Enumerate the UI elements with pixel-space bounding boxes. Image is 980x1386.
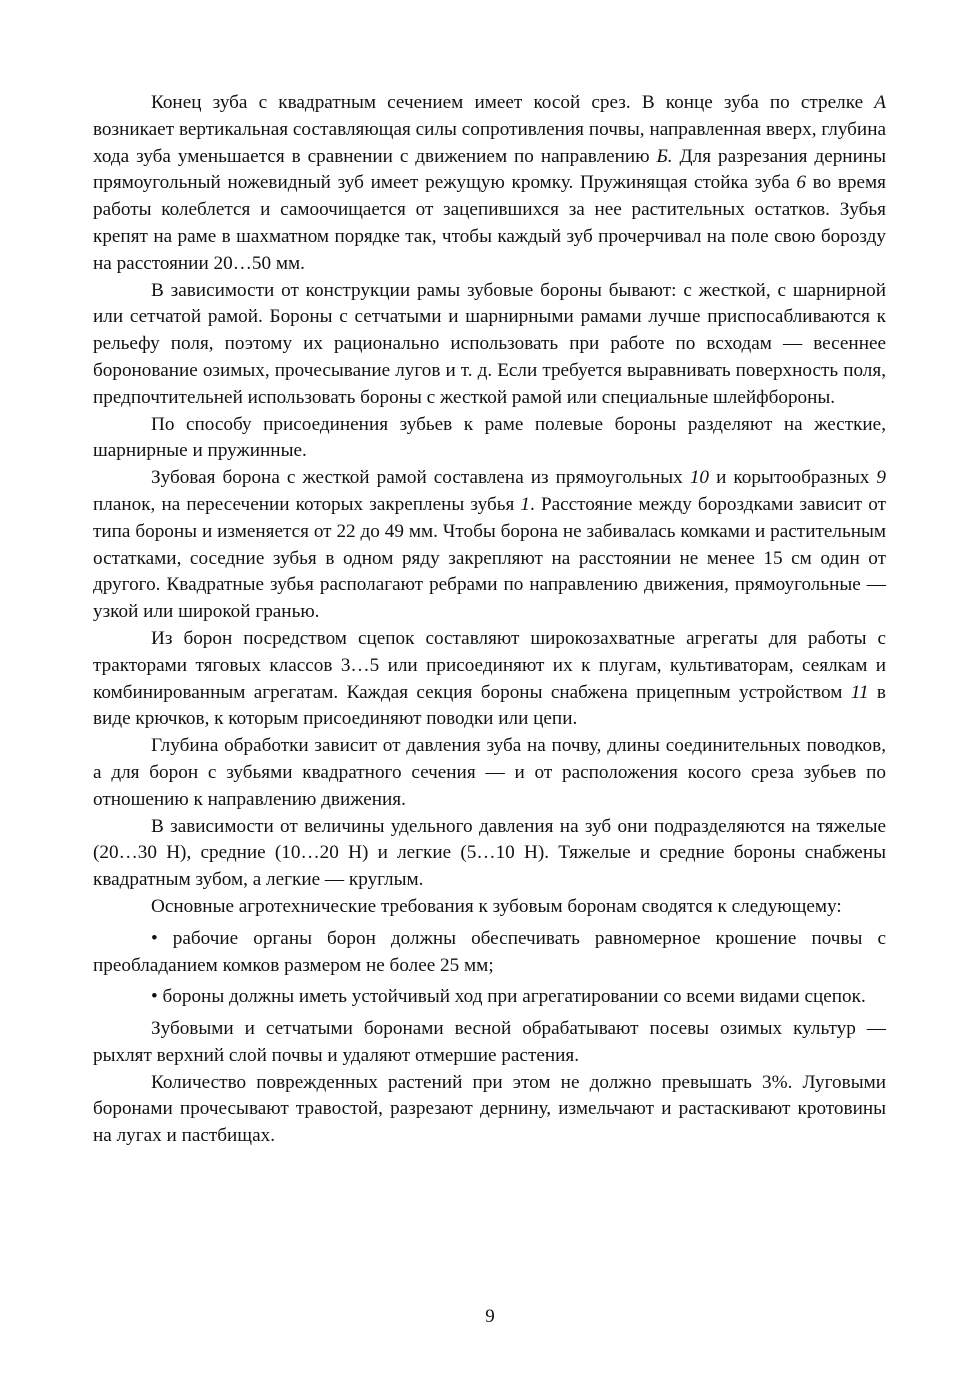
- text-run: Количество поврежденных растений при этом не должно превышать 3%. Луговыми боронами прочесывают травостой, разрезают дернину, измельчают и растаскивают кротовины на лугах и пастбищах.: [93, 1071, 886, 1147]
- paragraph: [93, 626, 886, 733]
- text-run: В зависимости от конструкции рамы зубовые бороны бывают: с жесткой, с шарнирной или сетчатой рамой. Бороны с сетчатыми и шарнирными рамами лучше приспосабливаются к рельефу поля, поэтому их рационально использовать при работе по всходам — весеннее боронование озимых, прочесывание лугов и т. д. Если требуется выравнивать поверхность поля, предпочтительней использовать бороны с жесткой рамой или специальные шлейфбороны.: [93, 279, 886, 408]
- paragraph: [93, 1070, 886, 1150]
- italic-ref: 9: [876, 467, 886, 489]
- italic-ref: 10: [689, 467, 710, 489]
- bullet-item: [93, 926, 886, 980]
- text-run: Глубина обработки зависит от давления зуба на почву, длины соединительных поводков, а для борон с зубьями квадратного сечения — и от расположения косого среза зубьев по отношению к направлению движения.: [93, 735, 886, 810]
- paragraph: [93, 465, 886, 626]
- italic-ref: 1: [520, 493, 531, 515]
- text-run: • бороны должны иметь устойчивый ход при агрегатировании со всеми видами сцепок.: [151, 986, 866, 1008]
- text-run: Зубовыми и сетчатыми боронами весной обрабатывают посевы озимых культур — рыхлят верхний слой почвы и удаляют отмершие растения.: [93, 1018, 886, 1066]
- text-run: Основные агротехнические требования к зубовым боронам сводятся к следующему:: [151, 895, 842, 917]
- text-run: и корытообразных: [709, 467, 877, 489]
- text-run: . Расстояние между бороздками зависит от типа бороны и изменяется от 22 до 49 мм. Чтобы борона не забивалась комками и растительным остатками, соседние зубья в одном ряду закрепляют на расстоянии не менее 15 см один от другого. Квадратные зубья располагают ребрами по направлению движения, прямоугольные — узкой или широкой гранью.: [93, 493, 886, 623]
- page-body: [93, 90, 886, 1150]
- italic-ref: 11: [850, 681, 869, 703]
- text-run: В зависимости от величины удельного давления на зуб они подразделяются на тяжелые (20…30 Н), средние (10…20 Н) и легкие (5…10 Н). Тяжелые и средние бороны снабжены квадратным зубом, а легкие — круглым.: [93, 815, 886, 891]
- text-run: в виде крючков, к которым присоединяют поводки или цепи.: [93, 681, 886, 730]
- bullet-item: [93, 984, 886, 1011]
- text-run: Для разрезания дернины прямоугольный ножевидный зуб имеет режущую кромку. Пружинящая стойка зуба: [93, 145, 886, 194]
- paragraph: [93, 90, 886, 278]
- text-run: Из борон посредством сцепок составляют широкозахватные агрегаты для работы с тракторами тяговых классов 3…5 или присоединяют их к плугам, культиваторам, сеялкам и комбинированным агрегатам. Каждая секция бороны снабжена прицепным устройством: [93, 627, 886, 703]
- italic-ref: А: [874, 92, 886, 113]
- paragraph: [93, 894, 886, 921]
- text-run: Конец зуба с квадратным сечением имеет косой срез. В конце зуба по стрелке: [151, 92, 875, 113]
- text-run: во время работы колеблется и самоочищается от зацепившихся за нее растительных остатков. Зубья крепят на раме в шахматном порядке так, чтобы каждый зуб прочерчивал на поле свою борозду на расстоянии 20…50 мм.: [93, 172, 886, 274]
- text-run: возникает вертикальная составляющая силы сопротивления почвы, направленная вверх, глубина хода зуба уменьшается в сравнении с движением по направлению: [93, 118, 886, 167]
- italic-ref: 6: [796, 172, 806, 194]
- text-run: Зубовая борона с жесткой рамой составлена из прямоугольных: [151, 467, 690, 489]
- text-run: планок, на пересечении которых закреплены зубья: [93, 493, 521, 515]
- italic-ref: Б.: [656, 145, 673, 167]
- paragraph: [93, 1016, 886, 1070]
- page-number: 9: [485, 1306, 495, 1327]
- paragraph: [93, 412, 886, 466]
- paragraph: [93, 278, 886, 412]
- text-run: По способу присоединения зубьев к раме полевые бороны разделяют на жесткие, шарнирные и пружинные.: [93, 413, 886, 462]
- paragraph: [93, 814, 886, 894]
- text-run: • рабочие органы борон должны обеспечивать равномерное крошение почвы с преобладанием комков размером не более 25 мм;: [93, 927, 886, 976]
- paragraph: [93, 733, 886, 813]
